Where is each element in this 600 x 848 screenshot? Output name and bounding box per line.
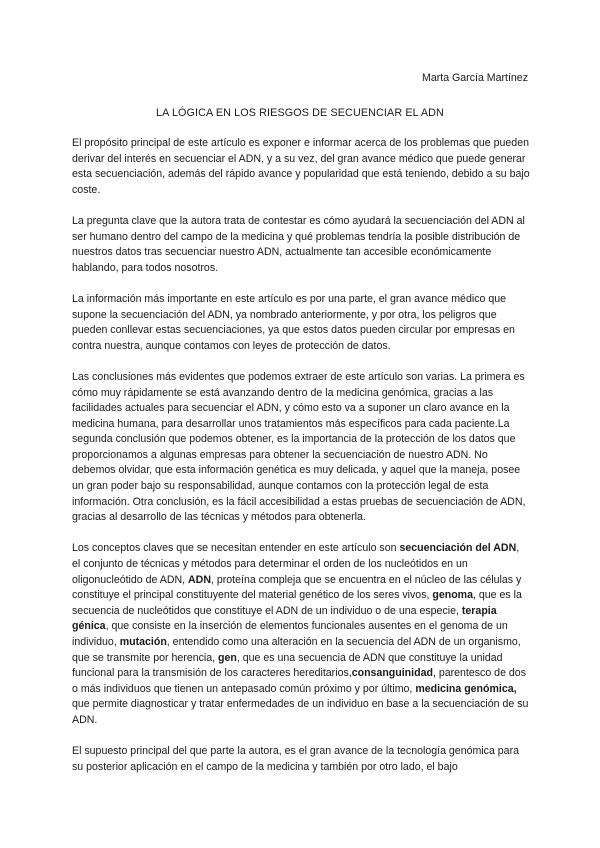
text-segment: , entendido como una alteración en la secuencia del ADN de un organismo, que se transmite por herencia, bbox=[72, 636, 521, 664]
term-gene: gen bbox=[218, 651, 237, 664]
author-name: Marta García Martínez bbox=[422, 72, 528, 84]
term-consanguinity: consanguinidad bbox=[351, 667, 433, 680]
term-adn: ADN bbox=[188, 573, 211, 586]
term-genome: genoma bbox=[432, 589, 473, 602]
text-segment: que permite diagnosticar y tratar enfermedades de un individuo en base a la secuenciación de su ADN. bbox=[72, 698, 529, 726]
document-title: LA LÓGICA EN LOS RIESGOS DE SECUENCIAR EL ADN bbox=[156, 107, 444, 119]
text-segment: , proteína compleja que se encuentra en el núcleo de las células y constituye el principal constituyente del material genético de los seres vivos, bbox=[72, 573, 522, 602]
term-dna-sequencing: secuenciación del ADN bbox=[399, 542, 517, 555]
text-segment: , que consiste en la inserción de elementos funcionales ausentes en el genoma de un individuo, bbox=[72, 620, 508, 648]
text-segment: , parentesco de dos o más individuos que tienen un antepasado común próximo y por último, bbox=[72, 667, 526, 695]
document-body bbox=[72, 136, 530, 791]
text-segment: Los conceptos claves que se necesitan entender en este artículo son bbox=[72, 542, 400, 555]
paragraph-important-info: La información más importante en este artículo es por una parte, el gran avance médico que supone la secuenciación del ADN, ya nombrado anteriormente, y por otra, los peligros que pueden conllevar estas secuenciaciones, ya que estos datos pueden circular por empresas en contra nuestra, aunque contamos con leyes de protección de datos. bbox=[72, 292, 515, 352]
text-segment: , que es la secuencia de nucleótidos que constituye el ADN de un individuo o de una especie, bbox=[72, 589, 522, 617]
term-mutation: mutación bbox=[119, 636, 167, 648]
paragraph-purpose: El propósito principal de este artículo es exponer e informar acerca de los problemas que pueden derivar del interés en secuenciar el ADN, y a su vez, del gran avance médico que puede generar esta secuenciación, además del rápido avance y popularidad que está teniendo, debido a su bajo coste. bbox=[72, 137, 530, 196]
paragraph-conclusions: Las conclusiones más evidentes que podemos extraer de este artículo son varias. La primera es cómo muy rápidamente se está avanzando dentro de la medicina genómica, gracias a las facilidades actuales para secuenciar el ADN, y cómo esto va a suponer un claro avance en la medicina humana, para desarrollar unos tratamientos más específicos para cada paciente.La segunda conclusión que podemos obtener, es la importancia de la protección de los datos que proporcionamos a algunas empresas para obtener la secuenciación de nuestro ADN. No debemos olvidar, que esta información genética es muy delicada, y aquel que la maneja, posee un gran poder bajo su responsabilidad, aunque contamos con la protección legal de esta información. Otra conclusión, es la fácil accesibilidad a estas pruebas de secuenciación de ADN, gracias al desarrollo de las técnicas y métodos para obtenerla. bbox=[72, 370, 526, 524]
text-segment: , el conjunto de técnicas y métodos para determinar el orden de los nucleótidos en un oligonucleótido de ADN, bbox=[72, 542, 520, 586]
term-genomic-medicine: medicina genómica, bbox=[415, 682, 517, 695]
term-gene-therapy: terapia génica bbox=[72, 604, 497, 633]
paragraph-main-assumption: El supuesto principal del que parte la autora, es el gran avance de la tecnología genómica para su posterior aplicación en el campo de la medicina y también por otro lado, el bajo bbox=[72, 745, 519, 773]
paragraph-key-question: La pregunta clave que la autora trata de contestar es cómo ayudará la secuenciación del ADN al ser humano dentro del campo de la medicina y qué problemas tendría la posible distribución de nuestros datos tras secuenciar nuestro ADN, actualmente tan accesible económicamente hablando, para todos nosotros. bbox=[72, 214, 525, 274]
text-segment: , que es una secuencia de ADN que constituye la unidad funcional para la transmisión de los caracteres hereditarios, bbox=[72, 651, 503, 680]
paragraph-key-concepts bbox=[72, 541, 530, 728]
